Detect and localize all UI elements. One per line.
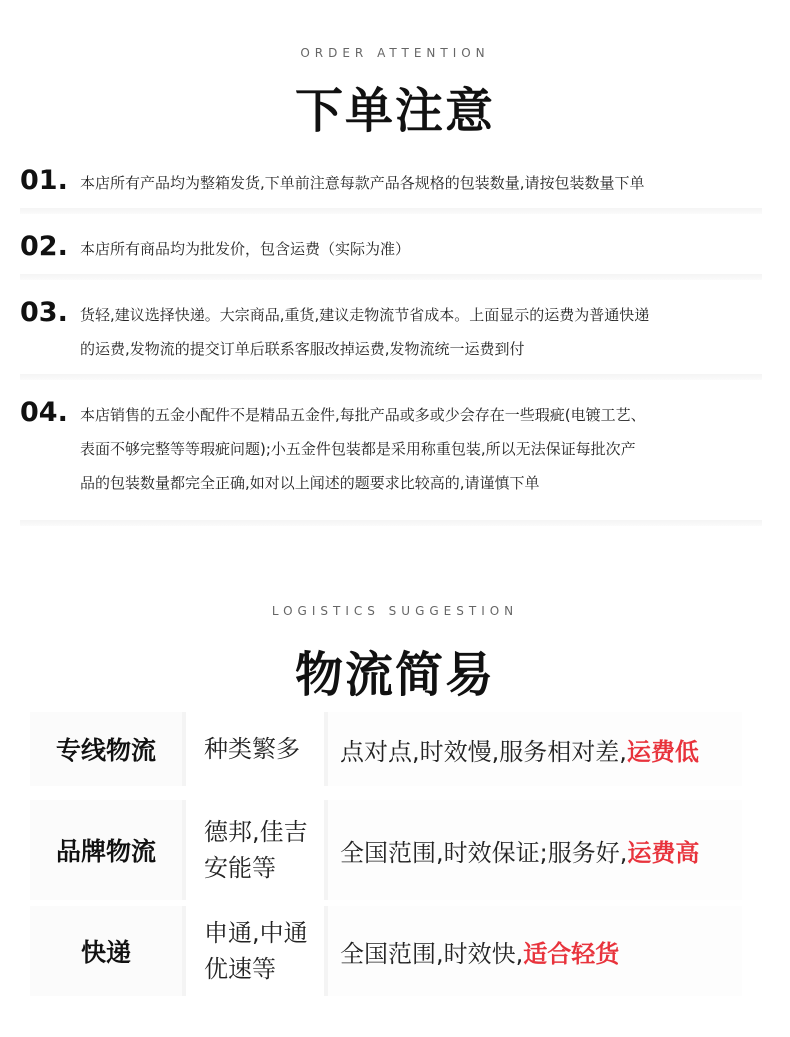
carrier-line: 申通,中通 — [204, 919, 308, 947]
notice-text: 品的包装数量都完全正确,如对以上闻述的题要求比较高的,请谨慎下单 — [80, 474, 540, 492]
notice-text: 本店所有产品均为整箱发货,下单前注意每款产品各规格的包装数量,请按包装数量下单 — [80, 174, 645, 192]
logistics-desc — [328, 712, 742, 786]
logistics-type: 专线物流 — [30, 712, 182, 786]
notice-number: 03. — [20, 297, 68, 328]
notice-number: 04. — [20, 397, 68, 428]
divider — [20, 374, 762, 380]
order-title: 下单注意 — [294, 83, 495, 139]
desc-text: 全国范围,时效快, — [340, 939, 524, 968]
fee-highlight: 运费低 — [626, 737, 699, 766]
logistics-title: 物流简易 — [294, 647, 495, 703]
logistics-carrier — [182, 800, 328, 900]
divider — [20, 274, 762, 280]
notice-text: 本店销售的五金小配件不是精品五金件,每批产品或多或少会存在一些瑕疵(电镀工艺、 — [80, 406, 646, 424]
table-row — [30, 800, 742, 900]
logistics-type: 快递 — [30, 906, 182, 996]
table-row — [30, 712, 742, 786]
carrier-line: 德邦,佳吉 — [204, 818, 308, 846]
desc-text: 点对点,时效慢,服务相对差, — [340, 737, 627, 766]
logistics-table — [30, 712, 742, 1002]
carrier-line: 安能等 — [204, 854, 276, 882]
notice-item-1 — [20, 166, 765, 200]
notice-number: 02. — [20, 231, 68, 262]
divider — [20, 520, 762, 526]
table-row — [30, 906, 742, 996]
notice-text: 本店所有商品均为批发价，包含运费（实际为准） — [80, 240, 411, 258]
notice-text: 货轻,建议选择快递。大宗商品,重货,建议走物流节省成本。上面显示的运费为普通快递 — [80, 306, 650, 324]
divider — [20, 208, 762, 214]
notice-item-2 — [20, 232, 765, 266]
logistics-desc — [328, 800, 742, 900]
order-eyebrow: ORDER ATTENTION — [300, 46, 490, 60]
notice-item-4 — [20, 398, 765, 500]
logistics-type: 品牌物流 — [30, 800, 182, 900]
fee-highlight: 适合轻货 — [523, 939, 620, 968]
notice-number: 01. — [20, 165, 68, 196]
logistics-carrier — [182, 906, 328, 996]
notice-text: 表面不够完整等等瑕疵问题);小五金件包装都是采用称重包装,所以无法保证每批次产 — [80, 440, 636, 458]
desc-text: 全国范围,时效保证;服务好, — [340, 838, 628, 867]
logistics-carrier — [182, 712, 328, 786]
logistics-eyebrow: LOGISTICS SUGGESTION — [271, 604, 519, 618]
carrier-line: 优速等 — [204, 955, 276, 983]
notice-text: 的运费,发物流的提交订单后联系客服改掉运费,发物流统一运费到付 — [80, 340, 525, 358]
fee-highlight: 运费高 — [627, 838, 700, 867]
logistics-desc — [328, 906, 742, 996]
carrier-line: 种类繁多 — [204, 735, 300, 763]
notice-item-3 — [20, 298, 765, 366]
